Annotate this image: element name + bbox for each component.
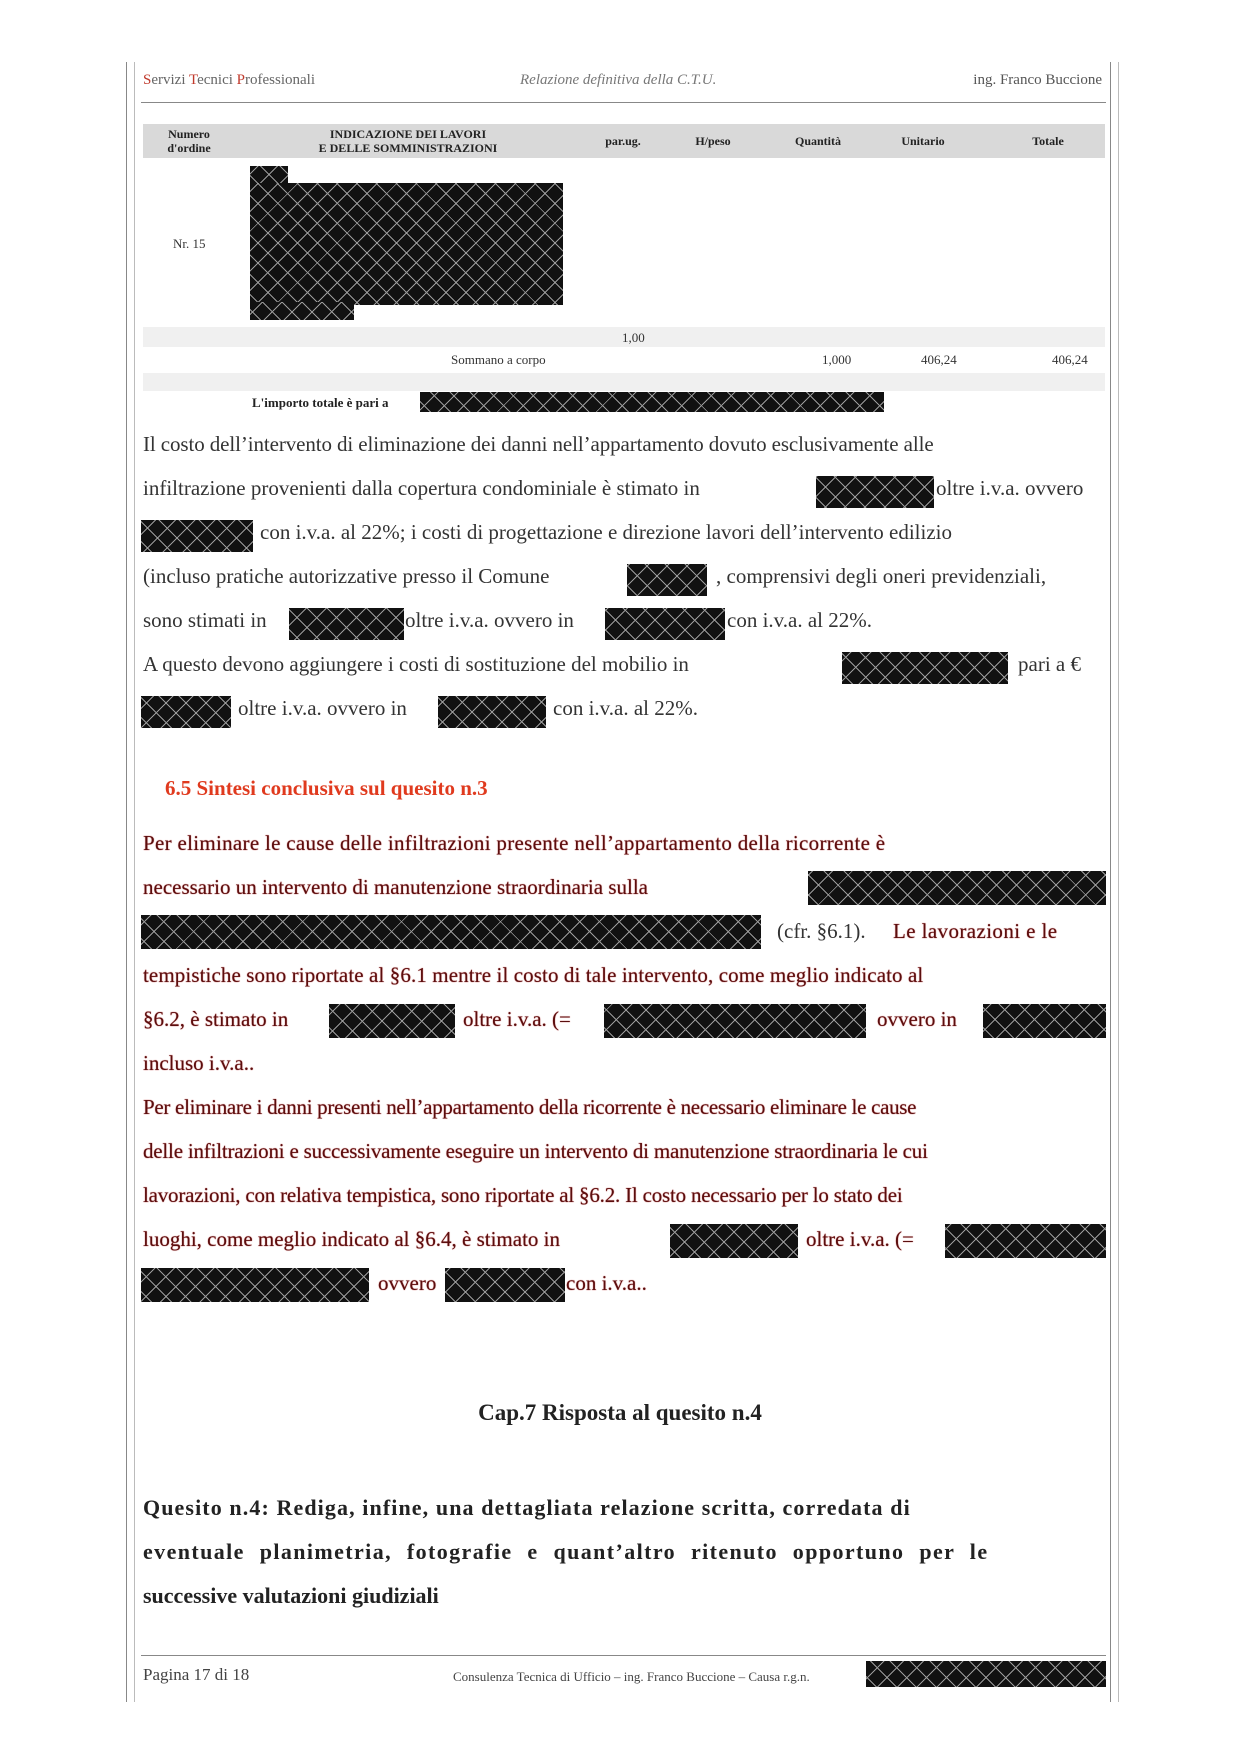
summary-line: Le lavorazioni e le	[893, 919, 1058, 943]
summary-line: incluso i.v.a..	[143, 1051, 255, 1075]
header-left: Servizi Tecnici Professionali	[143, 72, 315, 88]
parug-value: 1,00	[622, 330, 645, 345]
redaction	[605, 608, 725, 640]
redaction	[420, 392, 884, 412]
redaction	[141, 915, 761, 949]
paragraph-line: oltre i.v.a. ovvero in	[405, 608, 574, 632]
redaction	[816, 476, 934, 508]
redaction	[438, 696, 546, 728]
summary-line: delle infiltrazioni e successivamente eseguire un intervento di manutenzione straordinaria le cui	[143, 1139, 928, 1163]
summary-line: tempistiche sono riportate al §6.1 mentre il costo di tale intervento, come meglio indicato al	[143, 963, 924, 987]
paragraph-line: pari a €	[1018, 652, 1081, 676]
summary-line: §6.2, è stimato in	[143, 1007, 289, 1031]
summary-line: con i.v.a..	[566, 1271, 647, 1295]
redaction	[329, 1004, 455, 1038]
paragraph-line: infiltrazione provenienti dalla copertura condominiale è stimato in	[143, 476, 700, 500]
section-title: 6.5 Sintesi conclusiva sul quesito n.3	[165, 776, 488, 800]
row-number: Nr. 15	[173, 236, 206, 251]
sum-total: 406,24	[1052, 352, 1088, 367]
page-number: Pagina 17 di 18	[143, 1665, 250, 1684]
col-indicazione: INDICAZIONE DEI LAVORI E DELLE SOMMINISTRAZIONI	[318, 127, 498, 155]
paragraph-line: oltre i.v.a. ovvero in	[238, 696, 407, 720]
redaction	[945, 1224, 1106, 1258]
summary-line: lavorazioni, con relativa tempistica, sono riportate al §6.2. Il costo necessario per lo stato dei	[143, 1183, 903, 1207]
paragraph-line: con i.v.a. al 22%; i costi di progettazione e direzione lavori dell’intervento edilizio	[260, 520, 952, 544]
importo-label: L'importo totale è pari a	[252, 395, 389, 410]
col-totale: Totale	[1032, 134, 1064, 148]
redaction	[141, 1268, 369, 1302]
summary-line: necessario un intervento di manutenzione straordinaria sulla	[143, 875, 648, 899]
redaction	[627, 564, 707, 596]
header-divider	[141, 102, 1106, 103]
page-border-right-inner	[1118, 62, 1119, 1702]
redaction	[670, 1224, 798, 1258]
footer-text: Consulenza Tecnica di Ufficio – ing. Franco Buccione – Causa r.g.n.	[453, 1669, 810, 1684]
paragraph-line: , comprensivi degli oneri previdenziali,	[716, 564, 1047, 588]
paragraph-line: Il costo dell’intervento di eliminazione dei danni nell’appartamento dovuto esclusivamente alle	[143, 432, 934, 456]
redaction	[289, 608, 404, 640]
page-border-right-outer	[1110, 62, 1111, 1702]
redaction	[604, 1004, 866, 1038]
summary-line: (cfr. §6.1).	[777, 919, 866, 943]
summary-line: ovvero in	[877, 1007, 957, 1031]
paragraph-line: con i.v.a. al 22%.	[727, 608, 873, 632]
quesito-line: eventuale planimetria, fotografie e quant’altro ritenuto opportuno per le	[143, 1539, 989, 1564]
col-parug: par.ug.	[605, 134, 641, 148]
redaction	[445, 1268, 565, 1302]
header-title: Relazione definitiva della C.T.U.	[520, 72, 717, 88]
quesito-line: successive valutazioni giudiziali	[143, 1583, 439, 1608]
page-border-left-inner	[134, 62, 135, 1702]
sum-quantity: 1,000	[822, 352, 852, 367]
sum-label: Sommano a corpo	[451, 352, 546, 367]
sum-unit-price: 406,24	[921, 352, 957, 367]
paragraph-line: oltre i.v.a. ovvero	[936, 476, 1084, 500]
redaction	[983, 1004, 1106, 1038]
chapter-title: Cap.7 Risposta al quesito n.4	[478, 1400, 762, 1425]
redaction	[141, 520, 253, 552]
summary-line: ovvero	[378, 1271, 437, 1295]
summary-line: Per eliminare i danni presenti nell’appartamento della ricorrente è necessario eliminare le cause	[143, 1095, 917, 1119]
page-border-left-outer	[126, 62, 127, 1702]
redaction	[866, 1661, 1106, 1687]
redaction	[141, 696, 231, 728]
paragraph-line: A questo devono aggiungere i costi di sostituzione del mobilio in	[143, 652, 689, 676]
quesito-line: Quesito n.4: Rediga, infine, una dettagliata relazione scritta, corredata di	[143, 1495, 911, 1520]
col-numero: Numero d'ordine	[167, 127, 211, 155]
paragraph-line: sono stimati in	[143, 608, 267, 632]
summary-line: oltre i.v.a. (=	[463, 1007, 571, 1031]
footer-divider	[141, 1655, 1106, 1656]
paragraph-line: (incluso pratiche autorizzative presso il Comune	[143, 564, 550, 588]
row-band	[143, 373, 1105, 391]
col-unitario: Unitario	[901, 134, 945, 148]
redaction	[842, 652, 1008, 684]
redaction	[250, 183, 563, 305]
redaction	[808, 871, 1106, 905]
summary-line: luoghi, come meglio indicato al §6.4, è stimato in	[143, 1227, 561, 1251]
col-hpeso: H/peso	[695, 134, 731, 148]
redaction	[250, 302, 354, 320]
paragraph-line: con i.v.a. al 22%.	[553, 696, 699, 720]
summary-line: Per eliminare le cause delle infiltrazioni presente nell’appartamento della ricorrente è	[143, 831, 886, 855]
table-header	[143, 124, 1105, 158]
col-quantita: Quantità	[794, 134, 841, 148]
summary-line: oltre i.v.a. (=	[806, 1227, 914, 1251]
header-author: ing. Franco Buccione	[973, 72, 1102, 88]
